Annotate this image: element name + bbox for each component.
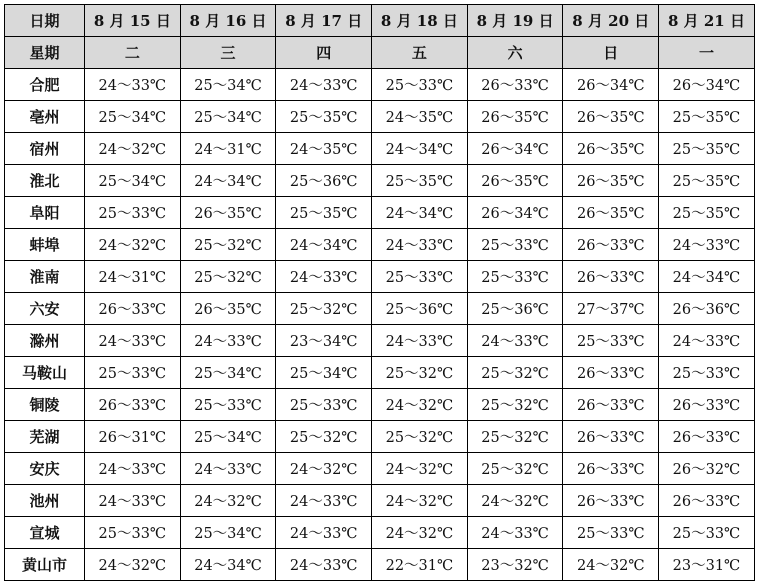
temperature-cell: 25～32℃ [467, 453, 563, 485]
table-row [5, 133, 755, 165]
table-row [5, 453, 755, 485]
temperature-cell: 26～35℃ [563, 101, 659, 133]
temperature-cell: 25～32℃ [276, 293, 372, 325]
temperature-cell: 24～33℃ [276, 485, 372, 517]
weekday-header-cell: 日 [563, 37, 659, 69]
temperature-cell: 24～34℃ [372, 197, 468, 229]
temperature-cell: 25～35℃ [659, 197, 755, 229]
temperature-cell: 24～34℃ [659, 261, 755, 293]
temperature-cell: 24～35℃ [276, 133, 372, 165]
temperature-cell: 25～32℃ [372, 421, 468, 453]
date-header-cell: 8 月 17 日 [276, 5, 372, 37]
temperature-cell: 25～34℃ [180, 421, 276, 453]
temperature-cell: 26～35℃ [563, 165, 659, 197]
city-name-cell: 亳州 [5, 101, 85, 133]
temperature-cell: 25～35℃ [659, 165, 755, 197]
table-row [5, 293, 755, 325]
temperature-cell: 25～34℃ [276, 357, 372, 389]
table-row [5, 485, 755, 517]
temperature-cell: 25～32℃ [467, 357, 563, 389]
temperature-cell: 24～33℃ [467, 517, 563, 549]
temperature-cell: 24～31℃ [85, 261, 181, 293]
temperature-cell: 24～32℃ [372, 389, 468, 421]
table-row [5, 325, 755, 357]
weekday-header-cell: 一 [659, 37, 755, 69]
temperature-cell: 26～33℃ [563, 389, 659, 421]
temperature-cell: 24～33℃ [372, 229, 468, 261]
table-row [5, 421, 755, 453]
table-row [5, 229, 755, 261]
temperature-cell: 26～33℃ [85, 293, 181, 325]
temperature-cell: 26～33℃ [563, 421, 659, 453]
temperature-cell: 24～32℃ [563, 549, 659, 581]
temperature-cell: 25～33℃ [276, 389, 372, 421]
date-header-cell: 8 月 15 日 [85, 5, 181, 37]
temperature-cell: 25～35℃ [372, 165, 468, 197]
date-header-row [5, 5, 755, 37]
temperature-cell: 25～32℃ [180, 229, 276, 261]
temperature-cell: 26～33℃ [563, 357, 659, 389]
temperature-cell: 24～34℃ [372, 133, 468, 165]
temperature-cell: 26～36℃ [659, 293, 755, 325]
table-row [5, 165, 755, 197]
temperature-cell: 25～33℃ [85, 517, 181, 549]
date-header-cell: 8 月 19 日 [467, 5, 563, 37]
city-name-cell: 合肥 [5, 69, 85, 101]
date-header-cell: 8 月 16 日 [180, 5, 276, 37]
temperature-cell: 25～32℃ [372, 357, 468, 389]
temperature-cell: 24～32℃ [372, 485, 468, 517]
temperature-cell: 24～32℃ [85, 133, 181, 165]
table-row [5, 101, 755, 133]
weekday-header-cell: 四 [276, 37, 372, 69]
temperature-cell: 24～32℃ [372, 453, 468, 485]
forecast-table-body [5, 5, 755, 581]
temperature-cell: 26～34℃ [467, 133, 563, 165]
city-name-cell: 宣城 [5, 517, 85, 549]
temperature-cell: 24～33℃ [659, 229, 755, 261]
table-row [5, 197, 755, 229]
temperature-cell: 26～33℃ [659, 421, 755, 453]
date-header-cell: 8 月 21 日 [659, 5, 755, 37]
temperature-cell: 24～33℃ [276, 549, 372, 581]
city-name-cell: 宿州 [5, 133, 85, 165]
city-name-cell: 阜阳 [5, 197, 85, 229]
temperature-cell: 26～34℃ [659, 69, 755, 101]
temperature-cell: 27～37℃ [563, 293, 659, 325]
temperature-cell: 25～33℃ [180, 389, 276, 421]
temperature-cell: 24～31℃ [180, 133, 276, 165]
temperature-cell: 25～35℃ [276, 197, 372, 229]
temperature-cell: 22～31℃ [372, 549, 468, 581]
temperature-cell: 25～35℃ [659, 133, 755, 165]
city-name-cell: 黄山市 [5, 549, 85, 581]
temperature-cell: 24～32℃ [180, 485, 276, 517]
temperature-cell: 25～33℃ [85, 197, 181, 229]
city-name-cell: 蚌埠 [5, 229, 85, 261]
temperature-cell: 25～35℃ [659, 101, 755, 133]
temperature-cell: 26～34℃ [563, 69, 659, 101]
temperature-cell: 26～33℃ [563, 485, 659, 517]
temperature-cell: 25～34℃ [180, 69, 276, 101]
temperature-cell: 25～33℃ [659, 357, 755, 389]
temperature-cell: 25～33℃ [659, 517, 755, 549]
temperature-cell: 23～32℃ [467, 549, 563, 581]
temperature-cell: 24～33℃ [85, 453, 181, 485]
city-name-cell: 六安 [5, 293, 85, 325]
temperature-cell: 26～35℃ [180, 293, 276, 325]
temperature-cell: 25～33℃ [563, 517, 659, 549]
temperature-cell: 24～32℃ [276, 453, 372, 485]
weekday-header-label: 星期 [5, 37, 85, 69]
temperature-cell: 25～33℃ [467, 229, 563, 261]
temperature-cell: 26～35℃ [563, 133, 659, 165]
temperature-cell: 24～32℃ [85, 549, 181, 581]
temperature-cell: 24～32℃ [467, 485, 563, 517]
temperature-cell: 25～36℃ [467, 293, 563, 325]
table-row [5, 69, 755, 101]
temperature-cell: 26～33℃ [85, 389, 181, 421]
temperature-cell: 26～33℃ [563, 229, 659, 261]
temperature-cell: 26～35℃ [467, 101, 563, 133]
date-header-cell: 8 月 18 日 [372, 5, 468, 37]
city-name-cell: 马鞍山 [5, 357, 85, 389]
temperature-cell: 25～33℃ [563, 325, 659, 357]
temperature-cell: 25～33℃ [372, 261, 468, 293]
temperature-cell: 24～33℃ [85, 69, 181, 101]
weekday-header-cell: 三 [180, 37, 276, 69]
weekday-header-row [5, 37, 755, 69]
table-row [5, 517, 755, 549]
city-name-cell: 安庆 [5, 453, 85, 485]
temperature-cell: 26～35℃ [467, 165, 563, 197]
temperature-cell: 25～32℃ [276, 421, 372, 453]
temperature-cell: 25～34℃ [85, 101, 181, 133]
temperature-cell: 25～32℃ [180, 261, 276, 293]
temperature-cell: 24～33℃ [85, 325, 181, 357]
city-name-cell: 淮南 [5, 261, 85, 293]
temperature-cell: 26～33℃ [563, 261, 659, 293]
weekday-header-cell: 二 [85, 37, 181, 69]
temperature-cell: 25～32℃ [467, 389, 563, 421]
temperature-cell: 24～33℃ [659, 325, 755, 357]
temperature-cell: 23～34℃ [276, 325, 372, 357]
city-name-cell: 淮北 [5, 165, 85, 197]
temperature-cell: 24～32℃ [372, 517, 468, 549]
city-name-cell: 芜湖 [5, 421, 85, 453]
temperature-cell: 25～32℃ [467, 421, 563, 453]
temperature-cell: 24～33℃ [276, 517, 372, 549]
temperature-cell: 26～32℃ [659, 453, 755, 485]
temperature-cell: 25～34℃ [180, 517, 276, 549]
weekday-header-cell: 六 [467, 37, 563, 69]
temperature-cell: 24～34℃ [276, 229, 372, 261]
temperature-cell: 25～34℃ [180, 357, 276, 389]
temperature-cell: 25～36℃ [276, 165, 372, 197]
temperature-cell: 23～31℃ [659, 549, 755, 581]
temperature-cell: 26～33℃ [659, 485, 755, 517]
temperature-cell: 26～33℃ [563, 453, 659, 485]
table-row [5, 549, 755, 581]
temperature-cell: 26～33℃ [467, 69, 563, 101]
temperature-cell: 25～35℃ [276, 101, 372, 133]
temperature-cell: 24～33℃ [180, 325, 276, 357]
city-name-cell: 铜陵 [5, 389, 85, 421]
temperature-cell: 24～33℃ [276, 261, 372, 293]
temperature-cell: 26～31℃ [85, 421, 181, 453]
temperature-cell: 26～35℃ [563, 197, 659, 229]
temperature-cell: 24～33℃ [276, 69, 372, 101]
temperature-cell: 26～34℃ [467, 197, 563, 229]
temperature-cell: 24～32℃ [85, 229, 181, 261]
temperature-cell: 25～34℃ [180, 101, 276, 133]
temperature-cell: 24～33℃ [372, 325, 468, 357]
temperature-cell: 26～35℃ [180, 197, 276, 229]
city-name-cell: 滁州 [5, 325, 85, 357]
table-row [5, 389, 755, 421]
weekday-header-cell: 五 [372, 37, 468, 69]
temperature-cell: 24～33℃ [180, 453, 276, 485]
temperature-cell: 24～33℃ [85, 485, 181, 517]
date-header-cell: 8 月 20 日 [563, 5, 659, 37]
temperature-cell: 24～35℃ [372, 101, 468, 133]
temperature-cell: 24～34℃ [180, 165, 276, 197]
temperature-cell: 25～34℃ [85, 165, 181, 197]
table-row [5, 261, 755, 293]
forecast-table [4, 4, 755, 581]
table-row [5, 357, 755, 389]
date-header-label: 日期 [5, 5, 85, 37]
temperature-cell: 25～33℃ [372, 69, 468, 101]
temperature-cell: 25～36℃ [372, 293, 468, 325]
temperature-cell: 24～34℃ [180, 549, 276, 581]
temperature-cell: 24～33℃ [467, 325, 563, 357]
temperature-cell: 26～33℃ [659, 389, 755, 421]
temperature-cell: 25～33℃ [85, 357, 181, 389]
temperature-cell: 25～33℃ [467, 261, 563, 293]
city-name-cell: 池州 [5, 485, 85, 517]
